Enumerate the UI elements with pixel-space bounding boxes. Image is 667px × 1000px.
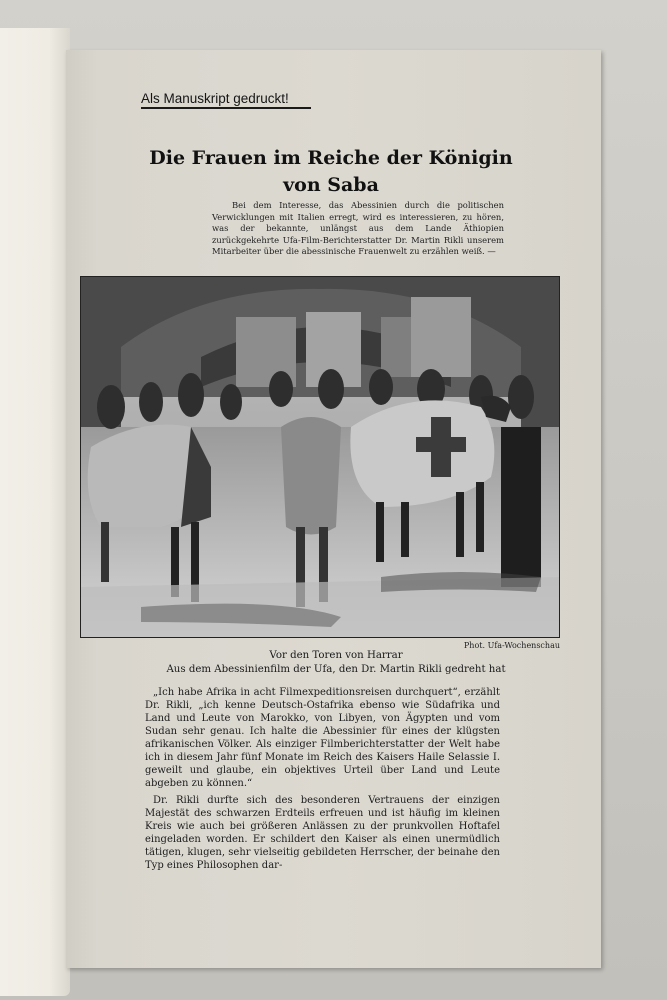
caption-line-2: Aus dem Abessinienfilm der Ufa, den Dr. Martin Rikli gedreht hat [166,664,506,675]
title-line-2: von Saba [283,174,379,196]
body-paragraph-1: „Ich habe Afrika in acht Filmexpeditionsreisen durchquert“, erzählt Dr. Rikli, „ich kenne Deutsch-Ostafrika ebenso wie Südafrika und Land und Leute von Marokko, von Libyen, von Ägypten und vom Sudan sehr genau. Ich halte die Abessinier für eines der klügsten afrikanischen Völker. Als einziger Filmberichterstatter der Welt habe ich in diesem Jahr fünf Monate im Reich des Kaisers Haile Selassie I. geweilt und glaube, ein objektives Urteil über Land und Leute abgeben zu können.“ [145,687,500,789]
title-line-1: Die Frauen im Reiche der Königin [149,147,513,169]
intro-paragraph: Bei dem Interesse, das Abessinien durch die politischen Verwicklungen mit Italien erregt, wird es interessieren, zu hören, was der bekannte, unlängst aus dem Lande Äthiopien zurückgekehrte Ufa-Film-Berichterstatter Dr. Martin Rikli unserem Mitarbeiter über die abessinische Frauenwelt zu erzählen weiß. — [212,200,504,257]
article-title [126,145,536,199]
body-paragraph-2: Dr. Rikli durfte sich des besonderen Vertrauens der einzigen Majestät des schwarzen Erdteils erfreuen und ist häufig im kleinen Kreis wie auch bei größeren Anlässen zu der prunkvollen Hoftafel eingeladen worden. Er schildert den Kaiser als einen unermüdlich tätigen, klugen, sehr vielseitig gebildeten Herrscher, der beinahe den Typ eines Philosophen dar- [145,795,500,871]
article-photo [80,276,560,638]
article-body [145,686,500,876]
photo-caption [106,649,566,677]
booklet-page [66,50,601,968]
photo-harrar-gate [81,277,559,637]
caption-line-1: Vor den Toren von Harrar [269,650,403,661]
booklet-cover-edge [0,28,70,996]
article-intro [212,200,504,258]
photo-credit: Phot. Ufa-Wochenschau [463,641,560,650]
manuscript-stamp: Als Manuskript gedruckt! [141,91,311,109]
